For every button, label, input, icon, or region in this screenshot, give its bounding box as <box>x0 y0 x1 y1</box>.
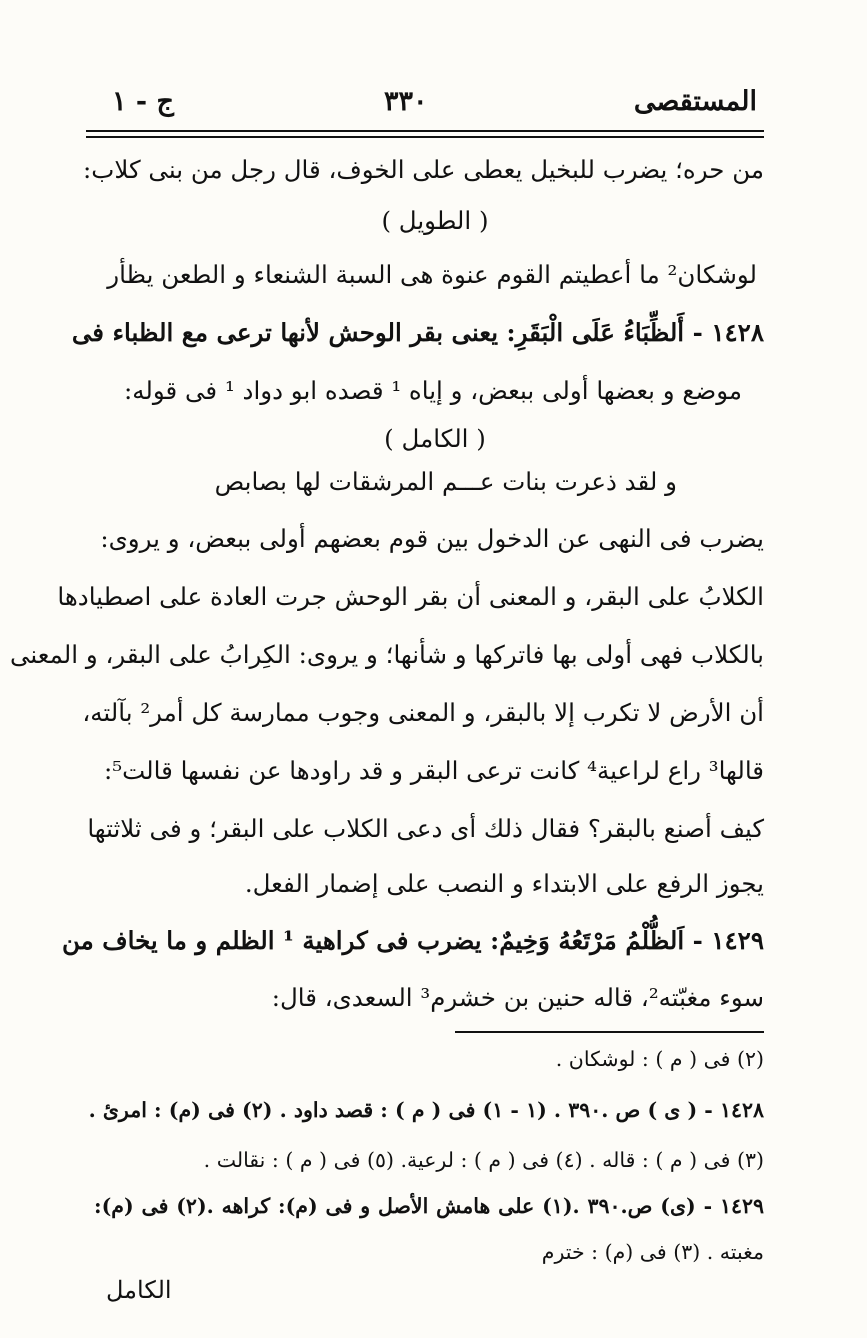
body-line: قالها³ راع لراعية⁴ كانت ترعى البقر و قد راودها عن نفسها قالت⁵: <box>104 756 764 785</box>
footnote-line: (٣) فى ( م ) : قاله . (٤) فى ( م ) : لرعية. (٥) فى ( م ) : نقالت . <box>203 1148 764 1172</box>
volume-marker: ج - ١ <box>112 86 174 117</box>
header-rule-top <box>86 130 764 132</box>
body-line: كيف أصنع بالبقر؟ فقال ذلك أى دعى الكلاب على البقر؛ و فى ثلاثتها <box>87 814 764 843</box>
body-line: أن الأرض لا تكرب إلا بالبقر، و المعنى وجوب ممارسة كل أمر² بآلته، <box>82 698 764 727</box>
entry-1429: ١٤٢٩ - اَلظُّلْمُ مَرْتَعُهُ وَخِيمٌ: يضرب فى كراهية ¹ الظلم و ما يخاف من <box>61 926 764 955</box>
running-title: المستقصى <box>633 86 757 117</box>
footnote-separator <box>455 1031 764 1033</box>
body-line: سوء مغبّته²، قاله حنين بن خشرم³ السعدى، قال: <box>271 983 764 1012</box>
meter-label: ( الطويل ) <box>381 206 489 235</box>
footnote-line: (٢) فى ( م ) : لوشكان . <box>555 1047 764 1071</box>
page-number: ٣٣٠ <box>384 86 428 117</box>
body-line: من حره؛ يضرب للبخيل يعطى على الخوف، قال رجل من بنى كلاب: <box>83 155 764 184</box>
body-line: الكلابُ على البقر، و المعنى أن بقر الوحش جرت العادة على اصطيادها <box>57 582 764 611</box>
footnote-line: ١٤٢٨ - ( ى ) ص .٣٩٠ . (١ - ١) فى ( م ) : قصد داود . (٢) فى (م) : امرئ . <box>88 1098 764 1122</box>
body-line: بالكلاب فهى أولى بها فاتركها و شأنها؛ و يروى: الكِرابُ على البقر، و المعنى <box>9 640 764 669</box>
catchword: الكامل <box>106 1276 172 1304</box>
body-line: يجوز الرفع على الابتداء و النصب على إضمار الفعل. <box>244 869 764 898</box>
meter-label: ( الكامل ) <box>384 424 486 453</box>
verse-line: و لقد ذعرت بنات عـــم المرشقات لها بصابص <box>214 467 677 496</box>
entry-1428: ١٤٢٨ - أَلظِّبَاءُ عَلَى الْبَقَرِ: يعنى بقر الوحش لأنها ترعى مع الظباء فى <box>71 318 764 347</box>
body-line: يضرب فى النهى عن الدخول بين قوم بعضهم أولى ببعض، و يروى: <box>100 524 764 553</box>
footnote-line: مغبته . (٣) فى (م) : خترم <box>541 1240 764 1264</box>
verse-line: لوشكان² ما أعطيتم القوم عنوة هى السبة الشنعاء و الطعن يظأر <box>107 260 757 289</box>
body-line: موضع و بعضها أولى ببعض، و إياه ¹ قصده ابو دواد ¹ فى قوله: <box>124 376 742 405</box>
footnote-line: ١٤٢٩ - (ى) ص.٣٩٠ .(١) على هامش الأصل و فى (م): كراهه .(٢) فى (م): <box>94 1194 764 1218</box>
header-rule-bottom <box>86 136 764 138</box>
